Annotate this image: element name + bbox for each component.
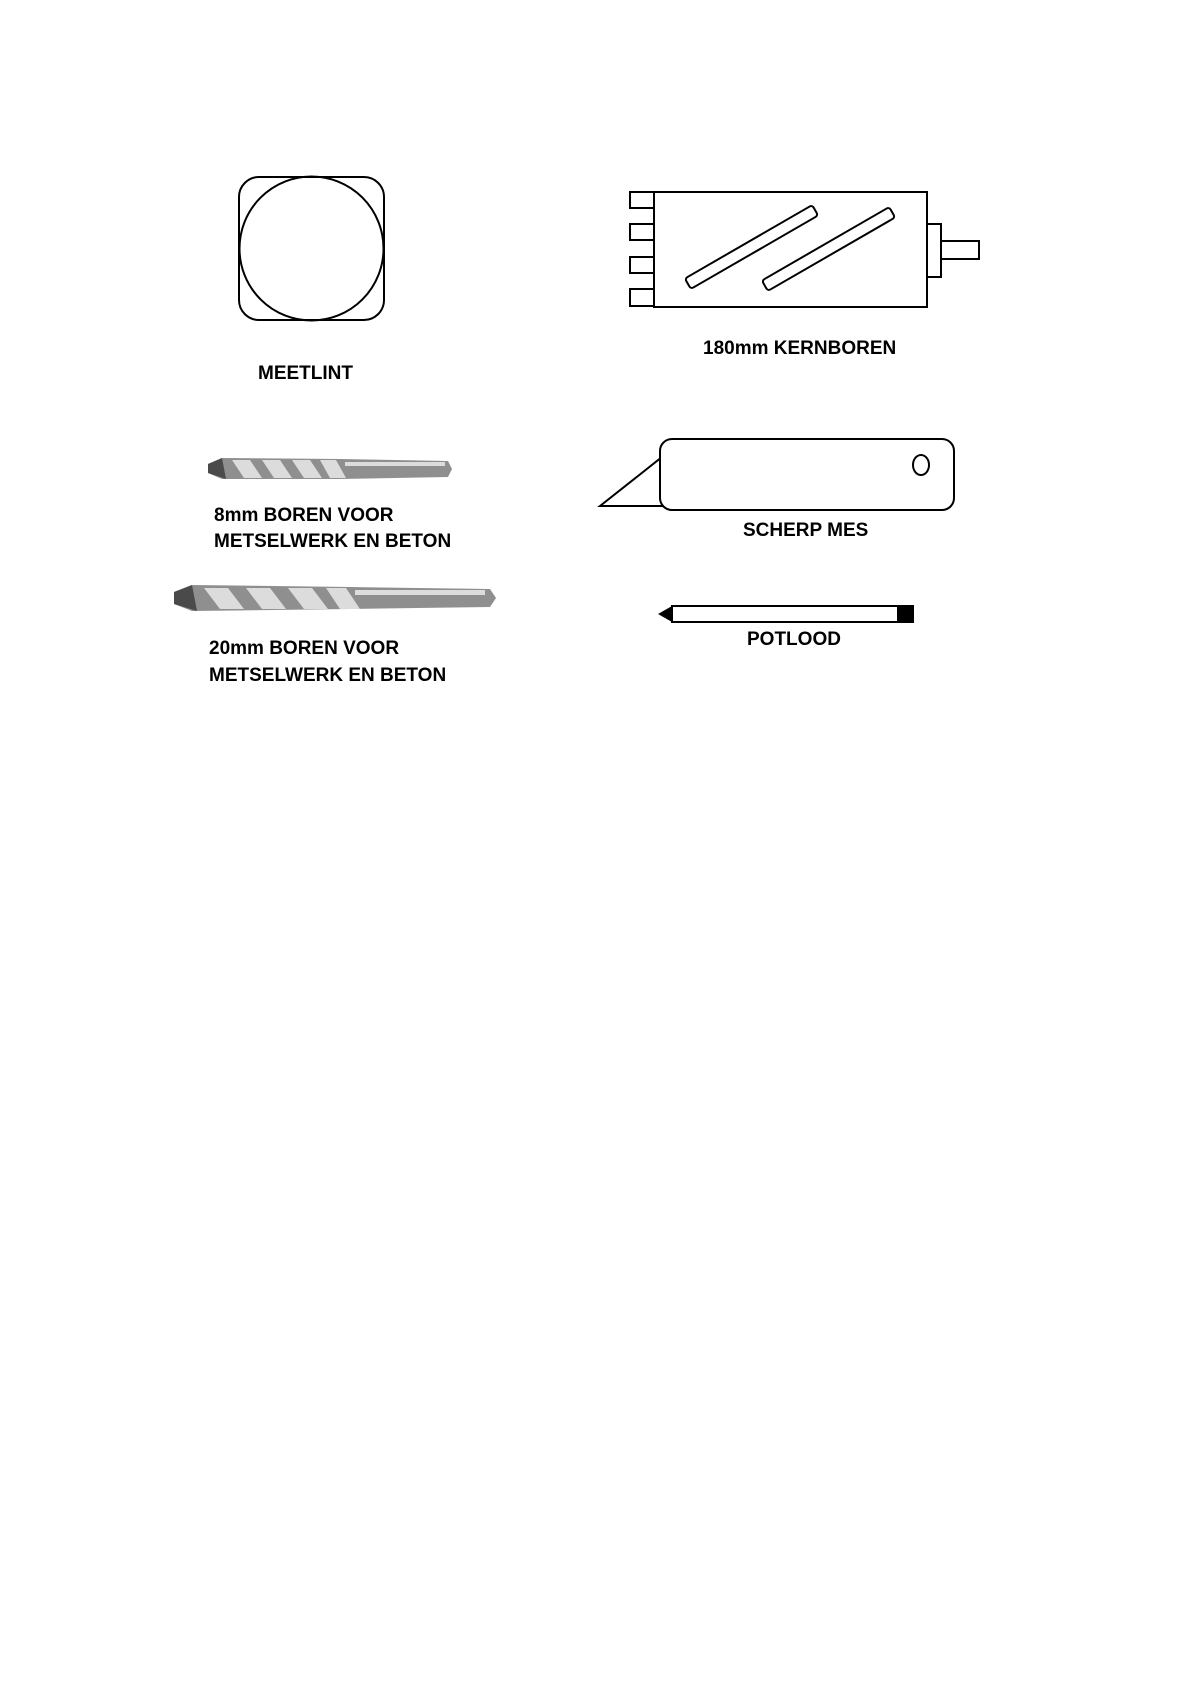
knife-label: SCHERP MES [743,520,869,541]
drill-bit-20mm-icon [174,585,496,611]
core-drill-tooth [630,192,654,208]
core-drill-label: 180mm KERNBOREN [703,338,897,359]
drill-bit-8mm-label-line2: METSELWERK EN BETON [214,531,452,552]
drill-bit-20mm-label-line1: 20mm BOREN VOOR [209,638,400,659]
pencil-tip [658,606,672,622]
drill-bit-20mm-label-line2: METSELWERK EN BETON [209,665,447,686]
core-drill-adapter [927,224,941,277]
core-drill-tooth [630,257,654,273]
core-drill-shank [941,241,979,259]
knife-icon [600,439,954,510]
core-drill-tooth [630,289,654,306]
tape-measure-label: MEETLINT [258,363,353,384]
drill-bit-8mm-icon [208,458,452,479]
tape-measure-reel [240,177,384,321]
tape-measure-icon [239,177,384,321]
knife-handle [660,439,954,510]
knife-blade [600,457,662,506]
drill-bit-8mm-label-line1: 8mm BOREN VOOR [214,505,394,526]
pencil-eraser [898,605,914,623]
pencil-icon [658,605,914,623]
pencil-body [672,606,898,622]
pencil-label: POTLOOD [747,629,841,650]
core-drill-icon [630,192,979,307]
core-drill-tooth [630,224,654,240]
